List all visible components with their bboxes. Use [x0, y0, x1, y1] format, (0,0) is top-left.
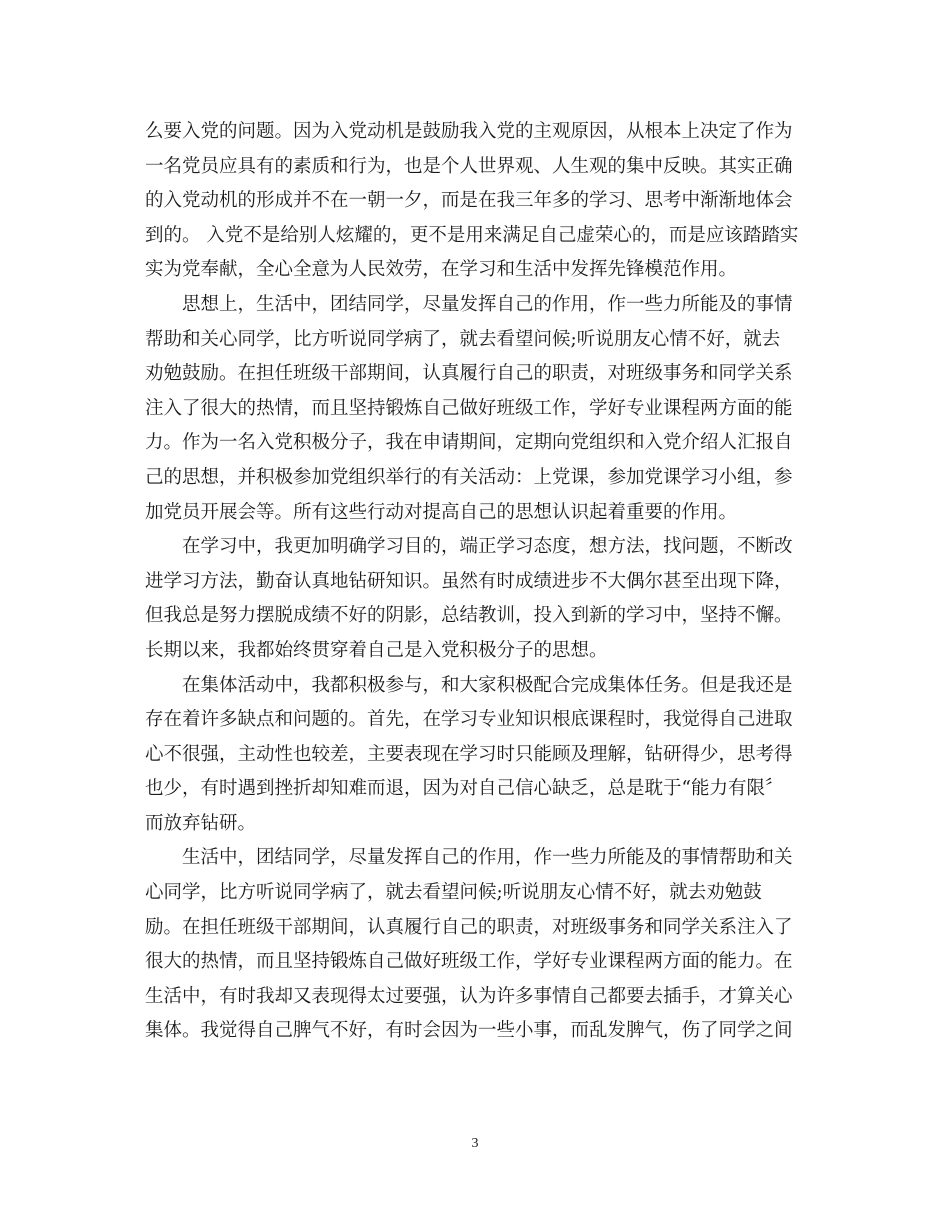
paragraph-first-line: 在学习中，我更加明确学习目的，端正学习态度，想方法，找问题，不断改 [182, 536, 793, 558]
text-line: 存在着许多缺点和问题的。首先，在学习专业知识根底课程时，我觉得自己进取 [145, 709, 793, 731]
text-line: 实为党奉献，全心全意为人民效劳，在学习和生活中发挥先锋模范作用。 [145, 259, 738, 281]
text-line: 集体。我觉得自己脾气不好，有时会因为一些小事，而乱发脾气，伤了同学之间 [145, 1020, 793, 1042]
text-line: 进学习方法，勤奋认真地钻研知识。虽然有时成绩进步不大偶尔甚至出现下降， [145, 570, 793, 592]
text-line: 很大的热情，而且坚持锻炼自己做好班级工作，学好专业课程两方面的能力。在 [145, 951, 793, 973]
text-line: 注入了很大的热情，而且坚持锻炼自己做好班级工作，学好专业课程两方面的能 [145, 397, 793, 419]
text-line: 劝勉鼓励。在担任班级干部期间，认真履行自己的职责，对班级事务和同学关系 [145, 363, 793, 385]
body-text [145, 115, 805, 1049]
text-line: 但我总是努力摆脱成绩不好的阴影，总结教训，投入到新的学习中，坚持不懈。 [145, 605, 793, 627]
text-line: 而放弃钻研。 [145, 812, 257, 834]
text-line: 长期以来，我都始终贯穿着自己是入党积极分子的思想。 [145, 639, 608, 661]
text-line: 么要入党的问题。因为入党动机是鼓励我入党的主观原因，从根本上决定了作为 [145, 121, 793, 142]
text-line: 到的。 入党不是给别人炫耀的，更不是用来满足自己虚荣心的，而是应该踏踏实 [145, 224, 799, 246]
text-line: 己的思想，并积极参加党组织举行的有关活动：上党课，参加党课学习小组，参 [145, 466, 793, 488]
text-line: 励。在担任班级干部期间，认真履行自己的职责，对班级事务和同学关系注入了 [145, 916, 793, 938]
text-line: 加党员开展会等。所有这些行动对提高自己的思想认识起着重要的作用。 [145, 501, 738, 523]
text-line: 也少，有时遇到挫折却知难而退，因为对自己信心缺乏，总是耽于“能力有限〞 [145, 778, 784, 800]
text-line: 生活中，有时我却又表现得太过要强，认为许多事情自己都要去插手，才算关心 [145, 985, 793, 1007]
text-line: 心同学，比方听说同学病了，就去看望问候;听说朋友心情不好，就去劝勉鼓 [145, 882, 762, 904]
page-number: 3 [471, 1136, 479, 1151]
paragraph-first-line: 思想上，生活中，团结同学，尽量发挥自己的作用，作一些力所能及的事情 [182, 293, 793, 315]
paragraph-first-line: 生活中，团结同学，尽量发挥自己的作用，作一些力所能及的事情帮助和关 [182, 847, 793, 869]
text-line: 力。作为一名入党积极分子，我在申请期间，定期向党组织和入党介绍人汇报自 [145, 432, 793, 454]
paragraph-first-line: 在集体活动中，我都积极参与，和大家积极配合完成集体任务。但是我还是 [182, 674, 793, 696]
text-line: 帮助和关心同学，比方听说同学病了，就去看望问候;听说朋友心情不好，就去 [145, 328, 781, 350]
text-line: 的入党动机的形成并不在一朝一夕，而是在我三年多的学习、思考中渐渐地体会 [145, 190, 793, 212]
text-line: 一名党员应具有的素质和行为，也是个人世界观、人生观的集中反映。其实正确 [145, 155, 793, 177]
text-line: 心不很强，主动性也较差，主要表现在学习时只能顾及理解，钻研得少，思考得 [145, 743, 793, 765]
